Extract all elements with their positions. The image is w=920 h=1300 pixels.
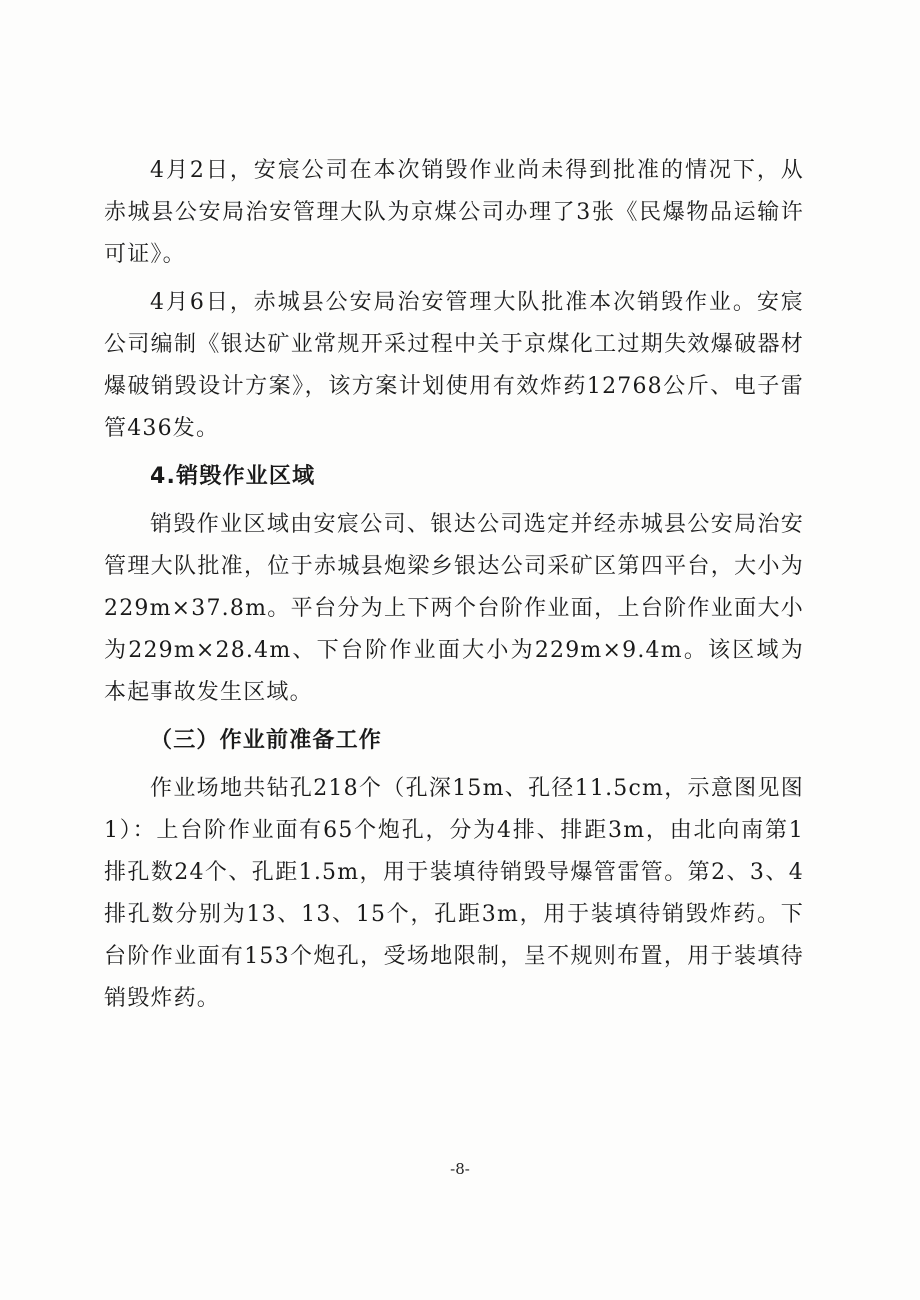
paragraph-permit: 4月2日，安宸公司在本次销毁作业尚未得到批准的情况下，从赤城县公安局治安管理大队为京煤公司办理了3张《民爆物品运输许可证》。 xyxy=(104,158,804,267)
section-heading-preparation: （三）作业前准备工作 xyxy=(150,728,383,753)
page-number: -8- xyxy=(450,1160,470,1178)
section-heading-destruction-area: 4.销毁作业区域 xyxy=(150,464,316,489)
document-body xyxy=(104,150,804,1020)
paragraph-preparation: 作业场地共钻孔218个（孔深15m、孔径11.5cm，示意图见图1）：上台阶作业面有65个炮孔，分为4排、排距3m，由北向南第1排孔数24个、孔距1.5m，用于装填待销毁导爆管雷管。第2、3、4排孔数分别为13、13、15个，孔距3m，用于装填待销毁炸药。下台阶作业面有153个炮孔，受场地限制，呈不规则布置，用于装填待销毁炸药。 xyxy=(104,776,804,1011)
paragraph-approval: 4月6日，赤城县公安局治安管理大队批准本次销毁作业。安宸公司编制《银达矿业常规开采过程中关于京煤化工过期失效爆破器材爆破销毁设计方案》，该方案计划使用有效炸药12768公斤、电子雷管436发。 xyxy=(104,290,804,441)
paragraph-destruction-area: 销毁作业区域由安宸公司、银达公司选定并经赤城县公安局治安管理大队批准，位于赤城县炮梁乡银达公司采矿区第四平台，大小为 229m×37.8m。平台分为上下两个台阶作业面，上台阶作业面大小为229m×28.4m、下台阶作业面大小为229m×9.4m。该区域为本起事故发生区域。 xyxy=(104,512,804,705)
